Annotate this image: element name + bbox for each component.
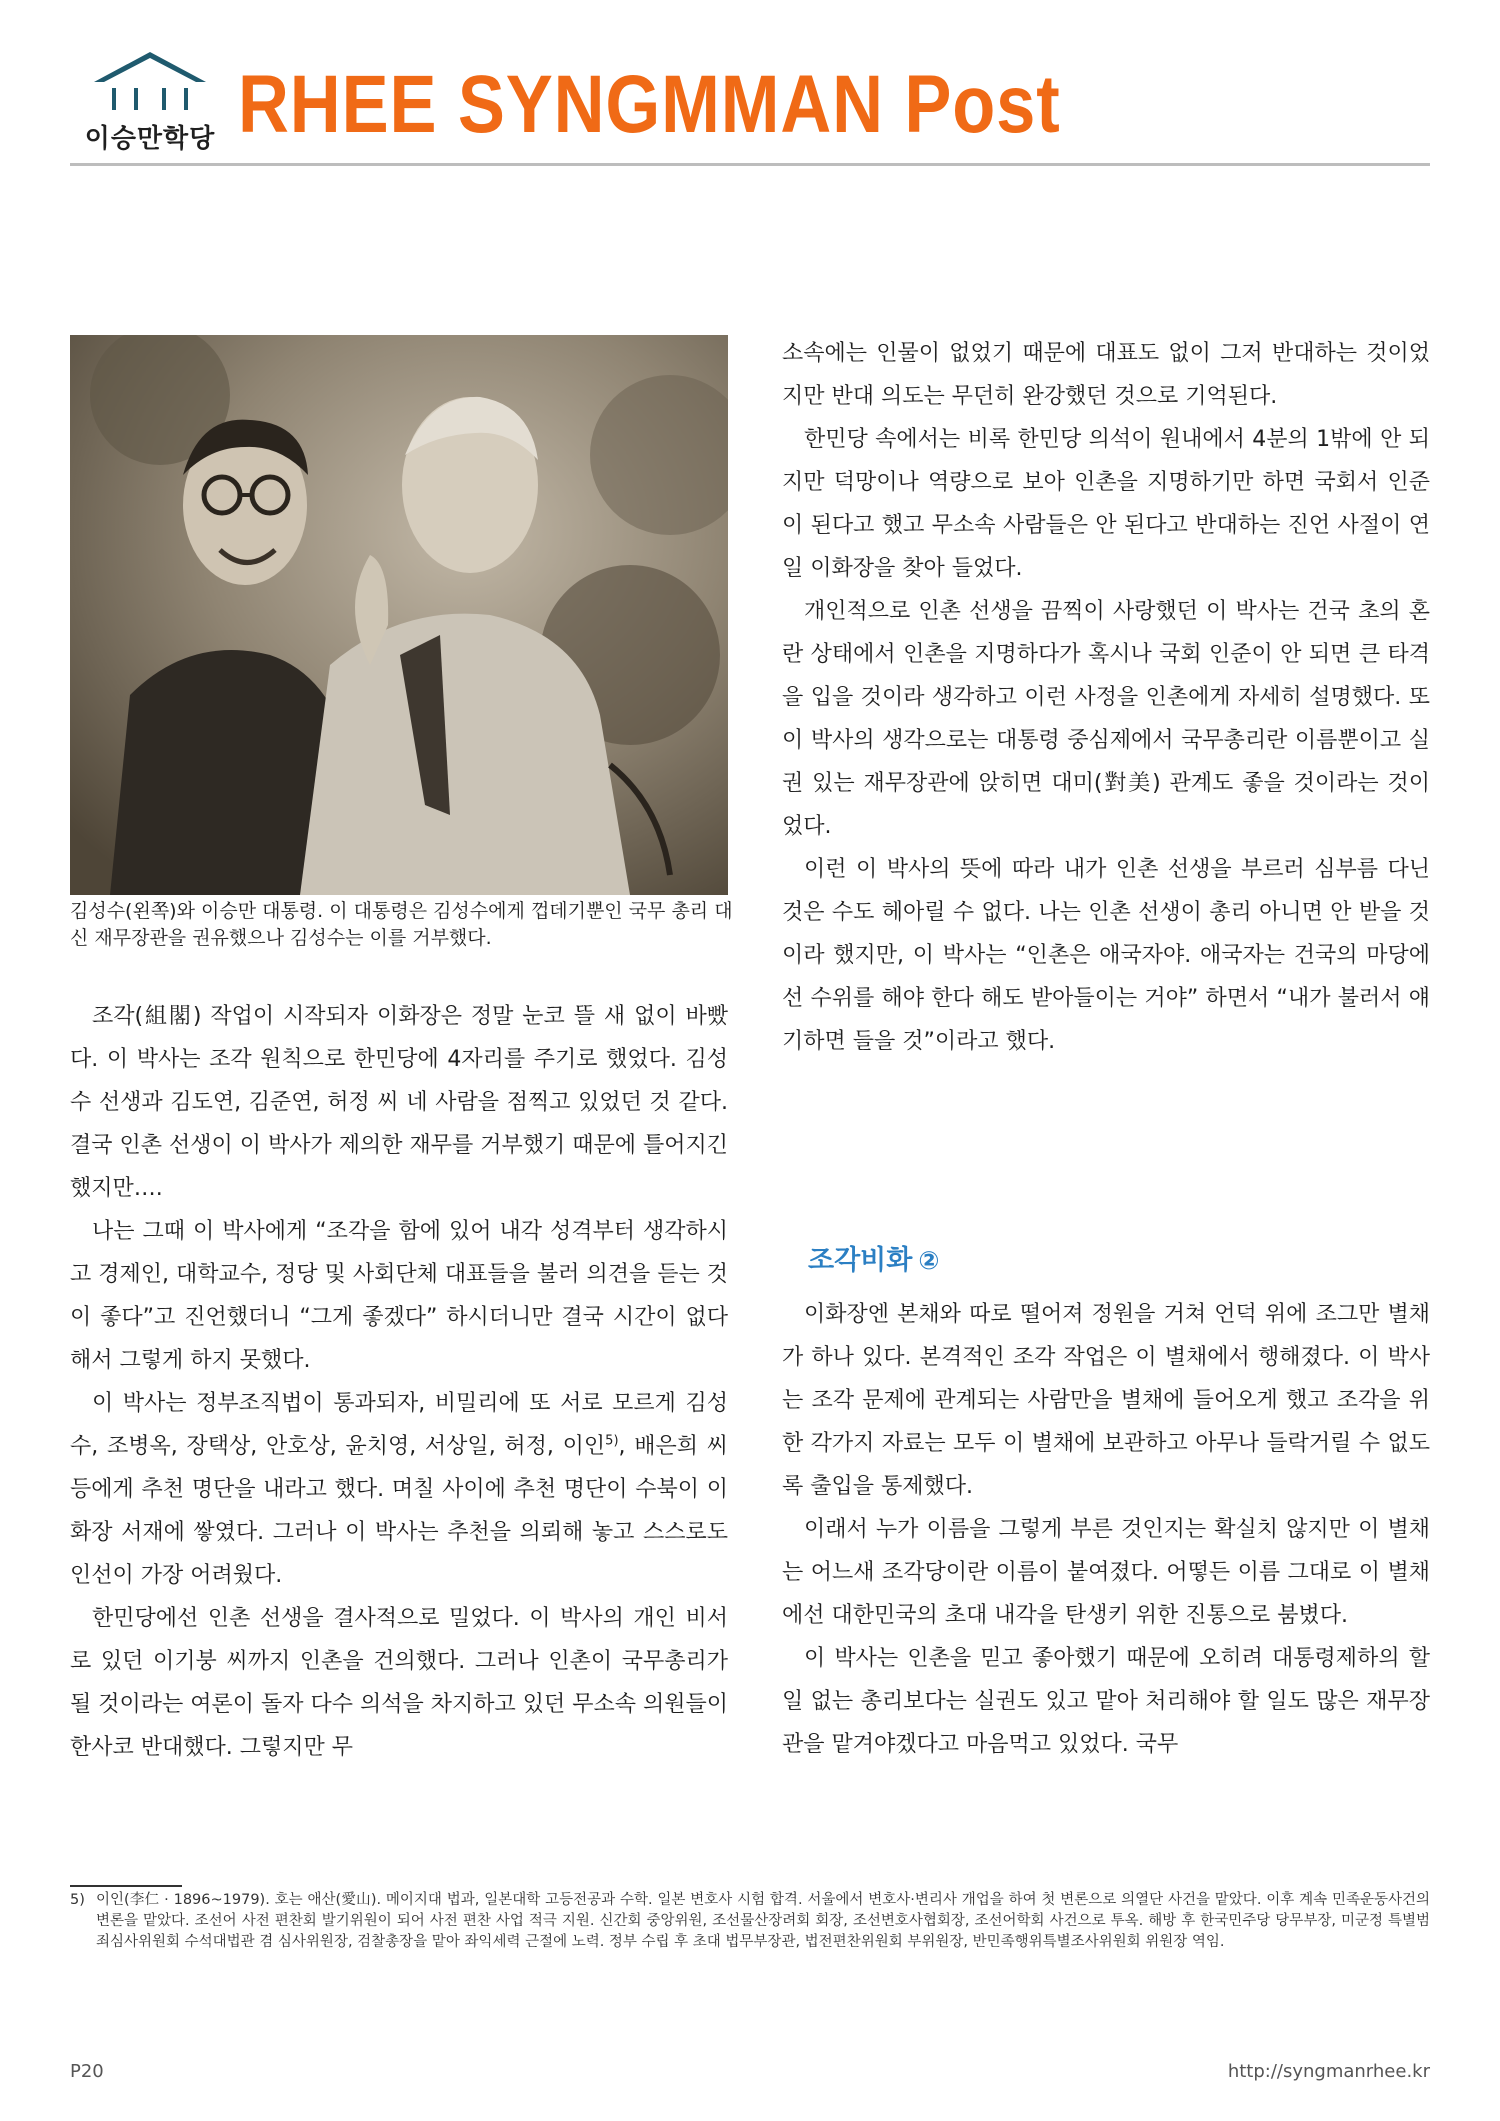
footnote-divider (70, 1885, 182, 1887)
paragraph: 개인적으로 인촌 선생을 끔찍이 사랑했던 이 박사는 건국 초의 혼란 상태에서 인촌을 지명하다가 혹시나 국회 인준이 안 되면 큰 타격을 입을 것이라 생각하고 이런 사정을 인촌에게 자세히 설명했다. 또 이 박사의 생각으로는 대통령 중심제에서 국무총리란 이름뿐이고 실권 있는 재무장관에 앉히면 대미(對美) 관계도 좋을 것이라는 것이었다. (782, 599, 1430, 839)
section-heading-text: 조각비화 (808, 1245, 913, 1276)
logo (70, 48, 230, 158)
paragraph: 조각(組閣) 작업이 시작되자 이화장은 정말 눈코 뜰 새 없이 바빴다. 이 박사는 조각 원칙으로 한민당에 4자리를 주기로 했었다. 김성수 선생과 김도연, 김준연, 허정 씨 네 사람을 점찍고 있었던 것 같다. 결국 인촌 선생이 이 박사가 제의한 재무를 거부했기 때문에 틀어지긴 했지만…. (70, 1004, 728, 1201)
photo-caption: 김성수(왼쪽)와 이승만 대통령. 이 대통령은 김성수에게 껍데기뿐인 국무 총리 대신 재무장관을 권유했으나 김성수는 이를 거부했다. (70, 900, 733, 949)
article-column-right (782, 332, 1430, 1063)
paragraph: 이래서 누가 이름을 그렇게 부른 것인지는 확실치 않지만 이 별채는 어느새 조각당이란 이름이 붙여졌다. 어떻든 이름 그대로 이 별채에선 대한민국의 초대 내각을 탄생키 위한 진통으로 붐볐다. (782, 1517, 1430, 1628)
article-photo (70, 335, 728, 895)
footnote-label: 5) (70, 1892, 85, 1908)
publication-title: RHEE SYNGMMAN Post (238, 59, 1061, 150)
header-divider (70, 163, 1430, 166)
section-heading (808, 1238, 940, 1277)
paragraph-text: , 배은희 씨 등에게 추천 명단을 내라고 했다. 며칠 사이에 추천 명단이 수북이 이화장 서재에 쌓였다. 그러나 이 박사는 추천을 의뢰해 놓고 스스로도 인선이 가장 어려웠다. (70, 1434, 728, 1588)
photo-illustration (70, 335, 728, 895)
footer-url[interactable]: http://syngmanrhee.kr (1227, 2061, 1430, 2082)
article-column-right-continued (782, 1293, 1430, 1766)
article-column-left (70, 995, 728, 1769)
footnote-reference[interactable]: 5) (605, 1433, 619, 1449)
footnote (70, 1890, 1430, 1953)
paragraph: 한민당에선 인촌 선생을 결사적으로 밀었다. 이 박사의 개인 비서로 있던 이기붕 씨까지 인촌을 건의했다. 그러나 인촌이 국무총리가 될 것이라는 여론이 돌자 다수 의석을 차지하고 있던 무소속 의원들이 한사코 반대했다. 그렇지만 무 (70, 1606, 728, 1760)
paragraph: 소속에는 인물이 없었기 때문에 대표도 없이 그저 반대하는 것이었지만 반대 의도는 무던히 완강했던 것으로 기억된다. (782, 341, 1430, 409)
paragraph-text: 이 박사는 정부조직법이 통과되자, 비밀리에 또 서로 모르게 김성수, 조병옥, 장택상, 안호상, 윤치영, 서상일, 허정, 이인 (70, 1391, 728, 1459)
paragraph: 이 박사는 인촌을 믿고 좋아했기 때문에 오히려 대통령제하의 할 일 없는 총리보다는 실권도 있고 맡아 처리해야 할 일도 많은 재무장관을 맡겨야겠다고 마음먹고 있었다. 국무 (782, 1646, 1430, 1757)
logo-text: 이승만학당 (84, 124, 216, 154)
page-header (70, 40, 1430, 160)
paragraph: 한민당 속에서는 비록 한민당 의석이 원내에서 4분의 1밖에 안 되지만 덕망이나 역량으로 보아 인촌을 지명하기만 하면 국회서 인준이 된다고 했고 무소속 사람들은 안 된다고 반대하는 진언 사절이 연일 이화장을 찾아 들었다. (782, 427, 1430, 581)
page-number: P20 (70, 2061, 104, 2082)
paragraph: 이화장엔 본채와 따로 떨어져 정원을 거쳐 언덕 위에 조그만 별채가 하나 있다. 본격적인 조각 작업은 이 별채에서 행해졌다. 이 박사는 조각 문제에 관계되는 사람만을 별채에 들어오게 했고 조각을 위한 각가지 자료는 모두 이 별채에 보관하고 아무나 들락거릴 수 없도록 출입을 통제했다. (782, 1302, 1430, 1499)
paragraph: 이런 이 박사의 뜻에 따라 내가 인촌 선생을 부르러 심부름 다닌 것은 수도 헤아릴 수 없다. 나는 인촌 선생이 총리 아니면 안 받을 것이라 했지만, 이 박사는 “인촌은 애국자야. 애국자는 건국의 마당에선 수위를 해야 한다 해도 받아들이는 거야” 하면서 “내가 불러서 얘기하면 들을 것”이라고 했다. (782, 857, 1430, 1054)
paragraph: 나는 그때 이 박사에게 “조각을 함에 있어 내각 성격부터 생각하시고 경제인, 대학교수, 정당 및 사회단체 대표들을 불러 의견을 듣는 것이 좋다”고 진언했더니 “그게 좋겠다” 하시더니만 결국 시간이 없다 해서 그렇게 하지 못했다. (70, 1219, 728, 1373)
footnote-text: 이인(李仁 · 1896~1979). 호는 애산(愛山). 메이지대 법과, 일본대학 고등전공과 수학. 일본 변호사 시험 합격. 서울에서 변호사·변리사 개업을 하여 첫 변론으로 의열단 사건을 맡았다. 이후 계속 민족운동사건의 변론을 맡았다. 조선어 사전 편찬회 발기위원이 되어 사전 편찬 사업 적극 지원. 신간회 중앙위원, 조선물산장려회 회장, 조선변호사협회장, 조선어학회 사건으로 투옥. 해방 후 한국민주당 당무부장, 미군정 특별범죄심사위원회 수석대법관 겸 심사위원장, 검찰총장을 맡아 좌익세력 근절에 노력. 정부 수립 후 초대 법무부장관, 법전편찬위원회 부위원장, 반민족행위특별조사위원회 위원장 역임. (96, 1892, 1430, 1950)
paragraph (70, 1382, 728, 1597)
section-heading-number: ② (918, 1246, 940, 1275)
house-icon (90, 48, 210, 116)
